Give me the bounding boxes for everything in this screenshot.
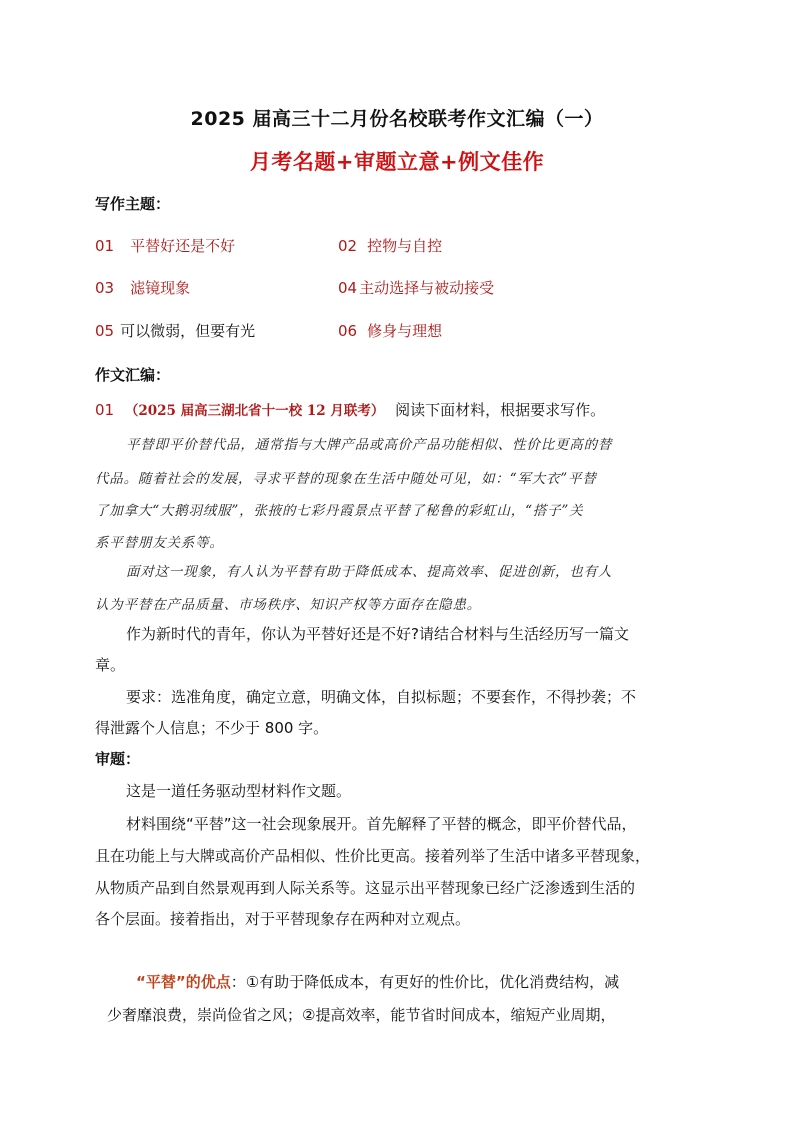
page-title: 2025 届高三十二月份名校联考作文汇编（一） xyxy=(190,108,604,130)
material-line: 了加拿大“大鹅羽绒服”，张掖的七彩丹霞景点平替了秘鲁的彩虹山，“搭子”关 xyxy=(95,503,584,519)
task-line: 章。 xyxy=(95,656,126,674)
advantages-line xyxy=(136,971,619,992)
essay-number: 01 xyxy=(95,401,115,419)
topic-item xyxy=(338,320,442,341)
material-line: 认为平替在产品质量、市场秩序、知识产权等方面存在隐患。 xyxy=(95,597,482,613)
topics-heading: 写作主题： xyxy=(95,195,171,213)
analysis-line: 这是一道任务驱动型材料作文题。 xyxy=(126,782,352,800)
topic-label: 可以微弱，但要有光 xyxy=(120,322,256,340)
topic-item xyxy=(95,320,255,341)
topic-number: 06 xyxy=(338,322,358,340)
task-line: 得泄露个人信息；不少于 800 字。 xyxy=(95,719,329,737)
task-line: 作为新时代的青年，你认为平替好还是不好?请结合材料与生活经历写一篇文 xyxy=(126,625,629,643)
topic-label: 主动选择与被动接受 xyxy=(359,279,495,297)
analysis-line: 从物质产品到自然景观再到人际关系等。这显示出平替现象已经广泛渗透到生活的 xyxy=(95,879,636,897)
topic-label: 控物与自控 xyxy=(367,237,443,255)
material-line: 系平替朋友关系等。 xyxy=(95,535,224,551)
topic-item xyxy=(338,277,494,298)
essay-source: （2025 届高三湖北省十一校 12 月联考） xyxy=(124,403,385,419)
topic-item xyxy=(338,235,442,256)
material-line: 平替即平价替代品，通常指与大牌产品或高价产品功能相似、性价比更高的替 xyxy=(126,437,613,453)
essay-instruction: 阅读下面材料，根据要求写作。 xyxy=(395,401,606,419)
material-line: 代品。随着社会的发展，寻求平替的现象在生活中随处可见，如：“军大衣”平替 xyxy=(95,471,597,487)
topic-label: 修身与理想 xyxy=(367,322,443,340)
topic-number: 05 xyxy=(95,322,115,340)
analysis-line: 材料围绕“平替”这一社会现象展开。首先解释了平替的概念，即平价替代品， xyxy=(126,815,637,833)
topic-number: 01 xyxy=(95,237,115,255)
analysis-heading: 审题： xyxy=(95,750,141,768)
essay-prompt-line xyxy=(95,399,605,420)
advantages-line: 少奢靡浪费，崇尚俭省之风；②提高效率，能节省时间成本，缩短产业周期， xyxy=(107,1006,616,1024)
analysis-line: 各个层面。接着指出，对于平替现象存在两种对立观点。 xyxy=(95,910,471,928)
topic-number: 03 xyxy=(95,279,115,297)
analysis-line: 且在功能上与大牌或高价产品相似、性价比更高。接着列举了生活中诸多平替现象， xyxy=(95,847,651,865)
page-subtitle: 月考名题+审题立意+例文佳作 xyxy=(249,150,545,174)
advantages-text: ：①有助于降低成本，有更好的性价比，优化消费结构，减 xyxy=(230,973,620,991)
essays-heading: 作文汇编： xyxy=(95,366,171,384)
topic-label: 滤镜现象 xyxy=(130,279,191,297)
topic-number: 02 xyxy=(338,237,358,255)
topic-item xyxy=(95,277,190,298)
topic-label: 平替好还是不好 xyxy=(130,237,236,255)
topic-item xyxy=(95,235,235,256)
task-line: 要求：选准角度，确定立意，明确文体，自拟标题；不要套作，不得抄袭；不 xyxy=(126,688,637,706)
topic-number: 04 xyxy=(338,279,358,297)
advantages-label: “平替”的优点 xyxy=(136,973,231,991)
material-line: 面对这一现象，有人认为平替有助于降低成本、提高效率、促进创新，也有人 xyxy=(126,564,613,580)
